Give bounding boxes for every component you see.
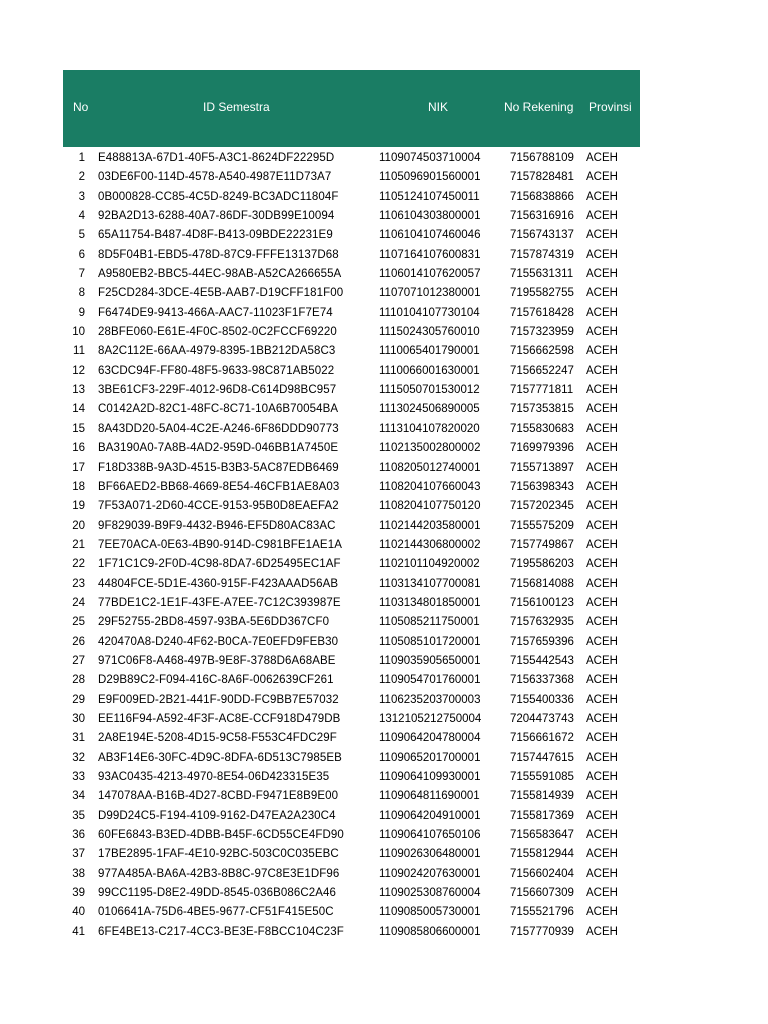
cell-no-rekening: 7156661672 [510,732,574,745]
cell-no-rekening: 7155442543 [510,654,574,667]
cell-no-rekening: 7157202345 [510,500,574,513]
cell-nik: 1102144203580001 [379,519,481,532]
cell-no-rekening: 7157828481 [510,171,574,184]
cell-no: 10 [72,326,85,339]
cell-no-rekening: 7156814088 [510,577,574,590]
table-row [63,478,640,497]
table-row [63,265,640,284]
table-row [63,284,640,303]
table-row [63,400,640,419]
cell-id-semestra: 3BE61CF3-229F-4012-96D8-C614D98BC957 [98,384,337,397]
cell-id-semestra: 0B000828-CC85-4C5D-8249-BC3ADC11804F [98,190,339,203]
cell-nik: 1109064204910001 [379,809,481,822]
cell-no: 34 [72,790,85,803]
cell-id-semestra: 0106641A-75D6-4BE5-9677-CF51F415E50C [98,906,334,919]
table-row [63,149,640,168]
table-row [63,342,640,361]
table-row [63,613,640,632]
cell-id-semestra: 60FE6843-B3ED-4DBB-B45F-6CD55CE4FD90 [98,829,344,842]
cell-id-semestra: F18D338B-9A3D-4515-B3B3-5AC87EDB6469 [98,461,339,474]
header-no-rekening: No Rekening [504,100,574,114]
cell-no-rekening: 7157447615 [510,751,574,764]
cell-no-rekening: 7156100123 [510,596,574,609]
cell-nik: 1108204107750120 [379,500,481,513]
cell-nik: 1102135002800002 [379,442,481,455]
cell-id-semestra: 8A43DD20-5A04-4C2E-A246-6F86DDD90773 [98,422,339,435]
cell-no: 6 [78,248,85,261]
cell-no-rekening: 7156743137 [510,229,574,242]
table-row [63,517,640,536]
data-table [63,70,640,942]
table-row [63,884,640,903]
cell-id-semestra: 28BFE060-E61E-4F0C-8502-0C2FCCF69220 [98,326,337,339]
cell-provinsi: ACEH [586,229,618,242]
cell-nik: 1110104107730104 [379,306,480,319]
cell-nik: 1102101104920002 [379,558,480,571]
cell-no-rekening: 7156838866 [510,190,574,203]
cell-id-semestra: 77BDE1C2-1E1F-43FE-A7EE-7C12C393987E [98,596,341,609]
cell-nik: 1109065201700001 [379,751,481,764]
cell-provinsi: ACEH [586,345,618,358]
cell-provinsi: ACEH [586,306,618,319]
cell-id-semestra: 977A485A-BA6A-42B3-8B8C-97C8E3E1DF96 [98,867,340,880]
cell-no: 40 [72,906,85,919]
cell-no: 25 [72,616,85,629]
cell-no-rekening: 7157353815 [510,403,574,416]
cell-id-semestra: 17BE2895-1FAF-4E10-92BC-503C0C035EBC [98,848,339,861]
cell-id-semestra: 93AC0435-4213-4970-8E54-06D423315E35 [98,771,330,783]
cell-no-rekening: 7155830683 [510,422,574,435]
table-row [63,691,640,710]
cell-id-semestra: 44804FCE-5D1E-4360-915F-F423AAAD56AB [98,577,339,590]
table-row [63,633,640,652]
cell-provinsi: ACEH [586,152,618,164]
cell-provinsi: ACEH [586,403,618,416]
table-row [63,226,640,245]
cell-nik: 1109054701760001 [379,674,481,687]
cell-no-rekening: 7155575209 [510,519,574,532]
cell-id-semestra: 420470A8-D240-4F62-B0CA-7E0EFD9FEB30 [98,635,339,648]
cell-no: 41 [72,925,85,938]
cell-nik: 1115024305760010 [379,326,480,339]
cell-provinsi: ACEH [586,887,618,900]
table-row [63,749,640,768]
cell-no: 3 [78,190,85,203]
cell-no-rekening: 7195586203 [510,558,574,571]
cell-nik: 1103134107700081 [379,577,481,590]
cell-no-rekening: 7156602404 [510,867,574,880]
cell-no-rekening: 7155631311 [510,268,574,281]
cell-nik: 1110066001630001 [379,364,480,377]
table-row [63,575,640,594]
cell-no: 39 [72,887,85,900]
table-row [63,652,640,671]
cell-no: 22 [72,558,85,571]
cell-no: 13 [72,384,85,397]
cell-id-semestra: BA3190A0-7A8B-4AD2-959D-046BB1A7450E [98,442,339,455]
cell-id-semestra: AB3F14E6-30FC-4D9C-8DFA-6D513C7985EB [98,751,342,764]
cell-no: 30 [72,712,85,725]
cell-no: 31 [72,732,85,745]
header-id-semestra: ID Semestra [203,100,270,114]
cell-no-rekening: 7169979396 [510,442,574,455]
table-row [63,826,640,845]
cell-provinsi: ACEH [586,384,618,397]
cell-no-rekening: 7155591085 [510,771,574,783]
table-row [63,362,640,381]
cell-nik: 1109064109930001 [379,771,481,783]
cell-provinsi: ACEH [586,577,618,590]
cell-nik: 1107071012380001 [379,287,481,300]
cell-no-rekening: 7157632935 [510,616,574,629]
cell-nik: 1109074503710004 [379,152,481,164]
cell-no: 24 [72,596,85,609]
cell-id-semestra: 63CDC94F-FF80-48F5-9633-98C871AB5022 [98,364,335,377]
cell-no-rekening: 7157618428 [510,306,574,319]
cell-provinsi: ACEH [586,558,618,571]
cell-no: 37 [72,848,85,861]
cell-id-semestra: 971C06F8-A468-497B-9E8F-3788D6A68ABE [98,654,336,667]
table-row [63,710,640,729]
cell-provinsi: ACEH [586,867,618,880]
cell-nik: 1109064204780004 [379,732,481,745]
cell-id-semestra: 92BA2D13-6288-40A7-86DF-30DB99E10094 [98,210,335,223]
cell-no: 17 [72,461,85,474]
cell-provinsi: ACEH [586,654,618,667]
cell-provinsi: ACEH [586,210,618,223]
cell-no: 35 [72,809,85,822]
table-row [63,807,640,826]
cell-nik: 1113024506890005 [379,403,480,416]
cell-no: 11 [73,345,85,358]
header-nik: NIK [428,100,449,114]
table-row [63,555,640,574]
cell-no-rekening: 7204473743 [510,712,574,725]
cell-provinsi: ACEH [586,829,618,842]
cell-no-rekening: 7155713897 [510,461,574,474]
cell-no: 4 [78,210,85,223]
cell-no: 20 [72,519,85,532]
table-row [63,168,640,187]
cell-no: 12 [72,364,85,377]
cell-no: 21 [72,538,85,551]
cell-no: 7 [78,268,85,281]
cell-no-rekening: 7156316916 [510,210,574,223]
cell-no-rekening: 7156788109 [510,152,574,164]
cell-no-rekening: 7157659396 [510,635,574,648]
cell-nik: 1106235203700003 [379,693,481,706]
cell-nik: 1110065401790001 [379,345,480,358]
table-row [63,594,640,613]
cell-no: 8 [78,287,85,300]
cell-id-semestra: 7F53A071-2D60-4CCE-9153-95B0D8EAEFA2 [98,500,339,513]
cell-nik: 1106104303800001 [379,210,481,223]
cell-no: 29 [72,693,85,706]
table-row [63,459,640,478]
cell-id-semestra: F25CD284-3DCE-4E5B-AAB7-D19CFF181F00 [98,287,344,300]
cell-nik: 1106014107620057 [379,268,481,281]
cell-id-semestra: D29B89C2-F094-416C-8A6F-0062639CF261 [98,674,334,687]
cell-id-semestra: BF66AED2-BB68-4669-8E54-46CFB1AE8A03 [98,480,340,493]
cell-id-semestra: 99CC1195-D8E2-49DD-8545-036B086C2A46 [98,887,337,900]
table-row [63,903,640,922]
table-row [63,729,640,748]
cell-id-semestra: F6474DE9-9413-466A-AAC7-11023F1F7E74 [98,306,333,319]
cell-id-semestra: 8A2C112E-66AA-4979-8395-1BB212DA58C3 [98,345,336,358]
cell-nik: 1108205012740001 [379,461,481,474]
cell-no-rekening: 7157874319 [510,248,574,261]
cell-provinsi: ACEH [586,596,618,609]
header-no: No [73,100,89,114]
cell-no: 1 [78,152,85,164]
cell-no-rekening: 7156337368 [510,674,574,687]
cell-nik: 1109026306480001 [379,848,481,861]
cell-no: 2 [78,171,85,184]
cell-no: 16 [72,442,85,455]
cell-no: 27 [72,654,85,667]
cell-nik: 1312105212750004 [379,712,482,725]
cell-nik: 1105085101720001 [379,635,481,648]
cell-provinsi: ACEH [586,190,618,203]
table-row [63,188,640,207]
table-row [63,246,640,265]
cell-no-rekening: 7156662598 [510,345,574,358]
cell-no-rekening: 7155814939 [510,790,574,803]
table-row [63,845,640,864]
cell-no-rekening: 7156398343 [510,480,574,493]
table-row [63,304,640,323]
cell-id-semestra: C0142A2D-82C1-48FC-8C71-10A6B70054BA [98,403,339,416]
cell-no: 15 [72,422,85,435]
cell-id-semestra: EE116F94-A592-4F3F-AC8E-CCF918D479DB [98,712,341,725]
cell-provinsi: ACEH [586,848,618,861]
cell-id-semestra: 03DE6F00-114D-4578-A540-4987E11D73A7 [98,171,332,184]
cell-id-semestra: 65A11754-B487-4D8F-B413-09BDE22231E9 [98,229,333,242]
cell-no: 14 [72,403,85,416]
cell-provinsi: ACEH [586,616,618,629]
cell-provinsi: ACEH [586,248,618,261]
table-row [63,536,640,555]
cell-no: 38 [72,867,85,880]
table-row [63,787,640,806]
cell-nik: 1107164107600831 [379,248,481,261]
cell-no-rekening: 7195582755 [510,287,574,300]
cell-provinsi: ACEH [586,925,618,938]
table-row [63,323,640,342]
cell-id-semestra: E488813A-67D1-40F5-A3C1-8624DF22295D [98,152,335,164]
cell-provinsi: ACEH [586,693,618,706]
cell-nik: 1113104107820020 [379,422,480,435]
cell-provinsi: ACEH [586,674,618,687]
cell-nik: 1109064107650106 [379,829,481,842]
cell-id-semestra: 29F52755-2BD8-4597-93BA-5E6DD367CF0 [98,616,330,629]
cell-no-rekening: 7156583647 [510,829,574,842]
cell-provinsi: ACEH [586,732,618,745]
table-row [63,865,640,884]
table-header [63,70,640,147]
table-row [63,923,640,942]
cell-provinsi: ACEH [586,771,618,783]
cell-provinsi: ACEH [586,519,618,532]
cell-no: 9 [78,306,85,319]
cell-no: 36 [72,829,85,842]
cell-nik: 1115050701530012 [379,384,480,397]
cell-provinsi: ACEH [586,171,618,184]
cell-provinsi: ACEH [586,461,618,474]
cell-nik: 1102144306800002 [379,538,481,551]
cell-provinsi: ACEH [586,538,618,551]
cell-nik: 1109085005730001 [379,906,481,919]
cell-no-rekening: 7157771811 [510,384,574,397]
cell-id-semestra: 9F829039-B9F9-4432-B946-EF5D80AC83AC [98,519,336,532]
cell-id-semestra: 1F71C1C9-2F0D-4C98-8DA7-6D25495EC1AF [98,558,341,571]
cell-nik: 1105085211750001 [379,616,480,629]
cell-id-semestra: 8D5F04B1-EBD5-478D-87C9-FFFE13137D68 [98,248,339,261]
cell-provinsi: ACEH [586,326,618,339]
cell-id-semestra: A9580EB2-BBC5-44EC-98AB-A52CA266655A [98,268,342,281]
cell-no-rekening: 7155400336 [510,693,574,706]
table-row [63,420,640,439]
table-row [63,381,640,400]
cell-nik: 1106104107460046 [379,229,481,242]
cell-provinsi: ACEH [586,712,618,725]
cell-provinsi: ACEH [586,268,618,281]
cell-nik: 1109085806600001 [379,925,481,938]
cell-nik: 1109024207630001 [379,867,481,880]
cell-no: 23 [72,577,85,590]
cell-provinsi: ACEH [586,790,618,803]
cell-provinsi: ACEH [586,500,618,513]
table-row [63,207,640,226]
table-row [63,439,640,458]
cell-nik: 1105124107450011 [379,190,480,203]
cell-no-rekening: 7157770939 [510,925,574,938]
header-provinsi: Provinsi [589,100,632,114]
cell-no: 5 [78,229,85,242]
cell-provinsi: ACEH [586,635,618,648]
table-row [63,671,640,690]
cell-id-semestra: 2A8E194E-5208-4D15-9C58-F553C4FDC29F [98,732,337,745]
cell-nik: 1105096901560001 [379,171,481,184]
cell-provinsi: ACEH [586,751,618,764]
cell-no-rekening: 7155817369 [510,809,574,822]
cell-no-rekening: 7155812944 [510,848,574,861]
cell-no-rekening: 7156652247 [510,364,574,377]
cell-id-semestra: 7EE70ACA-0E63-4B90-914D-C981BFE1AE1A [98,538,342,551]
cell-no: 32 [72,751,85,764]
cell-id-semestra: D99D24C5-F194-4109-9162-D47EA2A230C4 [98,809,336,822]
cell-no: 26 [72,635,85,648]
cell-provinsi: ACEH [586,422,618,435]
table-row [63,497,640,516]
cell-provinsi: ACEH [586,287,618,300]
cell-nik: 1109035905650001 [379,654,481,667]
cell-id-semestra: 6FE4BE13-C217-4CC3-BE3E-F8BCC104C23F [98,925,344,938]
cell-nik: 1103134801850001 [379,596,481,609]
cell-id-semestra: 147078AA-B16B-4D27-8CBD-F9471E8B9E00 [98,790,339,803]
table-row [63,768,640,787]
cell-nik: 1109064811690001 [379,790,480,803]
cell-provinsi: ACEH [586,442,618,455]
cell-no-rekening: 7157323959 [510,326,574,339]
cell-no: 33 [72,771,85,783]
cell-nik: 1109025308760004 [379,887,481,900]
cell-no: 19 [72,500,85,513]
cell-no: 28 [72,674,85,687]
cell-no: 18 [72,480,85,493]
table-body [63,149,640,942]
cell-provinsi: ACEH [586,809,618,822]
cell-provinsi: ACEH [586,906,618,919]
cell-provinsi: ACEH [586,364,618,377]
cell-id-semestra: E9F009ED-2B21-441F-90DD-FC9BB7E57032 [98,693,339,706]
cell-provinsi: ACEH [586,480,618,493]
cell-nik: 1108204107660043 [379,480,481,493]
cell-no-rekening: 7156607309 [510,887,574,900]
cell-no-rekening: 7157749867 [510,538,574,551]
cell-no-rekening: 7155521796 [510,906,574,919]
